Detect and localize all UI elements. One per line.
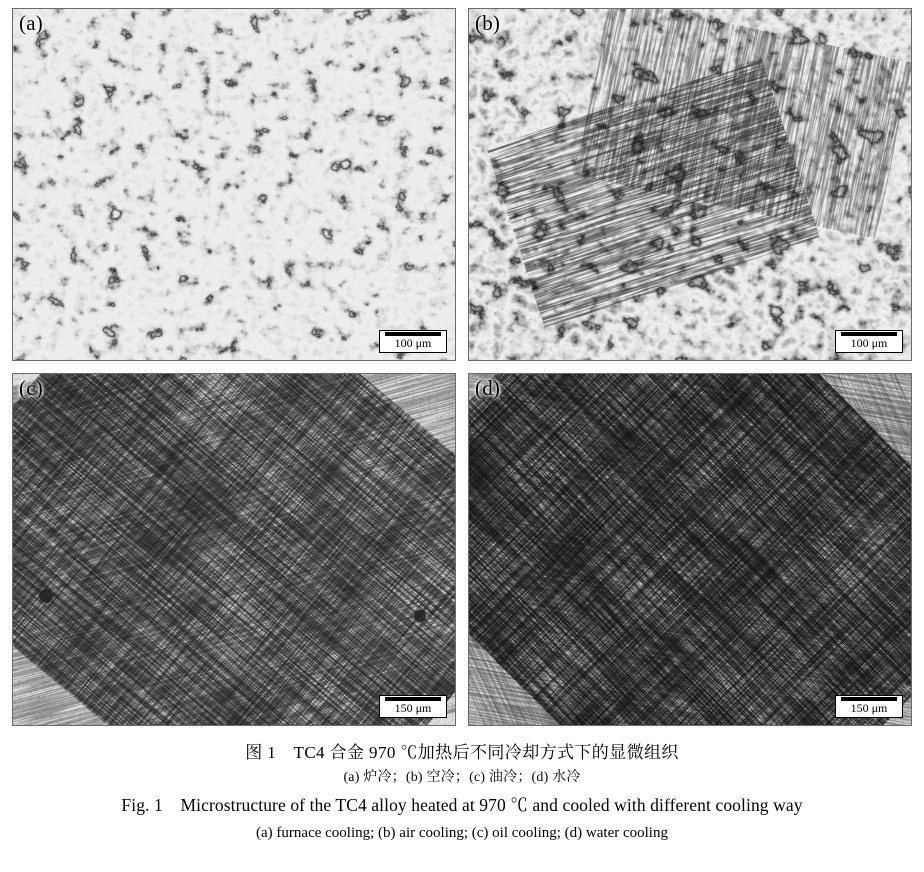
panel-grid xyxy=(12,8,912,730)
caption-english-subtitle: (a) furnace cooling; (b) air cooling; (c) oil cooling; (d) water cooling xyxy=(256,825,668,841)
figure-caption xyxy=(0,740,924,846)
scale-bar-c xyxy=(379,695,447,718)
scale-bar-d xyxy=(835,695,903,718)
caption-english-title: Fig. 1 Microstructure of the TC4 alloy heated at 970 ℃ and cooled with different cooling way xyxy=(121,795,803,815)
micrograph-panel-a xyxy=(12,8,456,361)
micrograph-image-c xyxy=(13,374,455,725)
caption-chinese-subtitle: (a) 炉冷；(b) 空冷；(c) 油冷；(d) 水冷 xyxy=(343,770,581,785)
panel-label-d: (d) xyxy=(475,376,501,400)
micrograph-image-d xyxy=(469,374,911,725)
scale-bar-label-a: 100 μm xyxy=(394,336,432,350)
micrograph-panel-c xyxy=(12,373,456,726)
micrograph-panel-d xyxy=(468,373,912,726)
scale-bar-label-b: 100 μm xyxy=(850,336,888,350)
scale-bar-b xyxy=(835,330,903,353)
micrograph-panel-b xyxy=(468,8,912,361)
panel-label-a: (a) xyxy=(19,11,43,35)
scale-bar-a xyxy=(379,330,447,353)
micrograph-image-b xyxy=(469,9,911,360)
micrograph-image-a xyxy=(13,9,455,360)
panel-label-c: (c) xyxy=(19,376,43,400)
scale-bar-label-d: 150 μm xyxy=(850,701,888,715)
panel-label-b: (b) xyxy=(475,11,501,35)
caption-chinese-title: 图 1 TC4 合金 970 ℃加热后不同冷却方式下的显微组织 xyxy=(245,743,679,762)
scale-bar-label-c: 150 μm xyxy=(394,701,432,715)
